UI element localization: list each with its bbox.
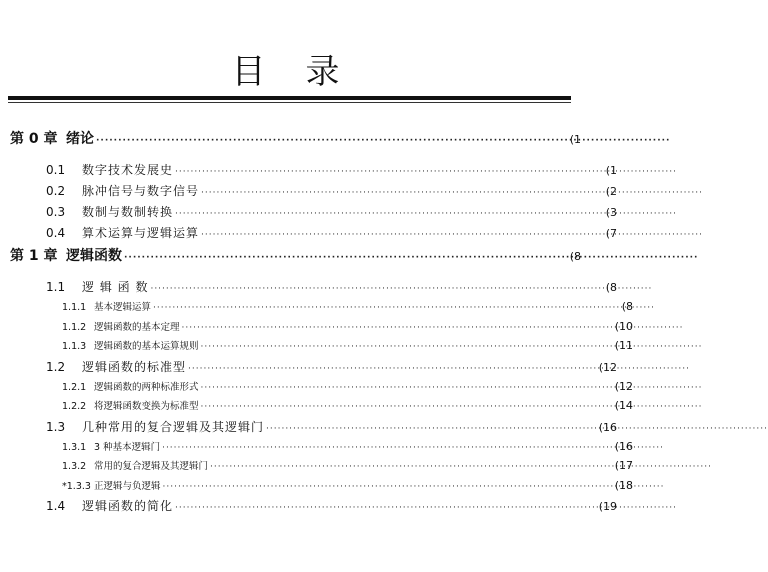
toc-entry-title: 3 种基本逻辑门 [94,441,161,453]
dot-leader [163,482,613,492]
toc-entry-page: (19 [598,500,617,513]
dot-leader [175,209,604,219]
toc-entry-title: 逻辑函数的基本定理 [94,321,180,333]
toc-entry-page: (17 [614,459,633,472]
dot-leader [175,167,604,177]
dot-leader [210,462,613,472]
dot-leader [201,383,613,393]
toc-entry-page: (1 [605,164,617,177]
title-rule-thin [8,102,571,103]
dot-leader [201,188,604,198]
dot-leader [182,323,613,333]
toc-entry-label [46,497,173,514]
toc-entry-chapter[interactable] [0,128,581,161]
toc-entry-title: 将逻辑函数变换为标准型 [94,401,199,412]
toc-entry-title: 绪论 [66,131,94,147]
toc-entry-page: (16 [598,420,617,434]
toc-entry-label [46,358,186,375]
toc-entry-subsection[interactable] [0,379,633,399]
toc-entry-number: 1.1 [46,280,66,294]
toc-entry-number: 1.1.3 [62,341,87,352]
toc-entry-number: 0.4 [46,226,66,240]
toc-entry-number: 0.2 [46,184,66,198]
toc-entry-section[interactable] [0,418,617,439]
toc-entry-page: (12 [614,379,633,393]
toc-entry-number: 第 0 章 [10,131,58,147]
toc-entry-subsection[interactable] [0,439,633,459]
toc-entry-label [46,161,173,178]
toc-entry-number: 第 1 章 [10,248,58,264]
toc-entry-number: 1.2.1 [62,381,87,393]
toc-entry-section[interactable] [0,278,617,299]
toc-entry-number: 1.1.1 [62,302,87,313]
toc-entry-section[interactable] [0,182,617,203]
toc-entry-label [62,398,199,412]
toc-entry-title: 正逻辑与负逻辑 [94,480,161,492]
toc-entry-section[interactable] [0,161,617,182]
toc-entry-page: (12 [598,360,617,374]
toc-entry-label [46,418,264,435]
toc-entry-title: 算术运算与逻辑运算 [82,226,200,240]
toc-entry-page: (18 [614,478,633,492]
toc-entry-subsection[interactable] [0,319,633,339]
toc-entry-label [10,128,94,148]
toc-entry-title: 逻辑函数的基本运算规则 [94,341,199,352]
toc-entry-label [62,379,199,393]
dot-leader [96,136,568,146]
toc-entry-label [46,203,173,220]
dot-leader [201,402,613,412]
dot-leader [162,443,613,453]
toc-entry-page: (2 [605,185,617,198]
toc-entry-section[interactable] [0,358,617,379]
toc-entry-page: (10 [614,319,633,333]
dot-leader [188,364,597,374]
toc-entry-subsection[interactable] [0,458,633,478]
title-char-2: 录 [305,52,340,92]
toc-entry-page: (8 [605,281,617,294]
toc-entry-subsection[interactable] [0,398,633,418]
toc-entry-title: 逻辑函数的标准型 [82,359,187,374]
toc-entry-page: (8 [621,300,633,313]
dot-leader [201,342,613,352]
toc-entry-section[interactable] [0,224,617,245]
toc-entry-label [46,224,199,241]
toc-entry-title: 数制与数制转换 [82,205,174,219]
toc-entry-number: 1.1.2 [62,321,87,333]
toc-entry-section[interactable] [0,497,617,518]
toc-entry-number: 0.3 [46,205,66,219]
page-title [0,52,571,92]
toc-entry-title: 逻辑函数的两种标准形式 [94,381,199,393]
dot-leader [150,284,603,294]
toc-entry-subsection[interactable] [0,299,633,319]
toc-entry-number: 1.2 [46,359,66,374]
toc-entry-number: 1.4 [46,499,66,513]
title-char-1: 目 [231,52,266,92]
toc-entry-label [10,245,122,265]
toc-entry-title: 脉冲信号与数字信号 [82,184,200,198]
toc-entry-page: (3 [605,206,617,219]
toc-entry-title: 常用的复合逻辑及其逻辑门 [94,461,209,472]
toc-entry-page: (11 [614,339,633,352]
toc-entry-section[interactable] [0,203,617,224]
toc-entry-title: 几种常用的复合逻辑及其逻辑门 [82,419,265,434]
toc-entry-title: 逻 辑 函 数 [82,280,149,294]
toc-entry-page: (14 [614,399,633,412]
toc-entry-title: 数字技术发展史 [82,163,174,177]
title-rule-thick [8,96,571,100]
table-of-contents [0,128,633,518]
dot-leader [266,424,597,434]
toc-entry-title: 基本逻辑运算 [94,302,152,313]
toc-entry-number: *1.3.3 [62,480,91,492]
dot-leader [124,253,568,263]
toc-entry-page: (16 [614,439,633,453]
toc-entry-page: (1 [569,133,581,146]
toc-entry-subsection[interactable] [0,338,633,358]
toc-entry-number: 0.1 [46,163,66,177]
toc-entry-label [62,458,208,472]
dot-leader [153,303,620,313]
toc-entry-label [46,278,148,295]
toc-entry-page: (7 [605,227,617,240]
toc-entry-label [62,299,151,313]
toc-entry-title: 逻辑函数 [66,248,122,264]
toc-entry-label [62,439,160,453]
toc-entry-label [62,478,161,492]
dot-leader [175,503,597,513]
toc-entry-subsection[interactable] [0,478,633,498]
toc-entry-page: (8 [569,250,581,263]
toc-entry-chapter[interactable] [0,245,581,278]
toc-entry-number: 1.3.2 [62,461,87,472]
toc-entry-title: 逻辑函数的简化 [82,499,174,513]
toc-entry-number: 1.2.2 [62,401,87,412]
toc-entry-number: 1.3 [46,419,66,434]
dot-leader [201,230,604,240]
toc-entry-label [46,182,199,199]
toc-entry-label [62,338,199,352]
toc-entry-number: 1.3.1 [62,441,87,453]
toc-entry-label [62,319,180,333]
